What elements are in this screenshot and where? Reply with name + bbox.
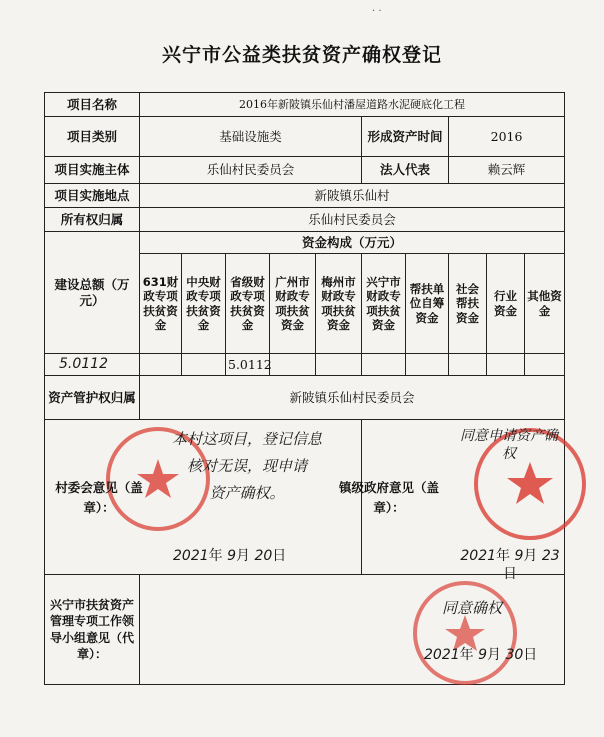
village-opinion-date: 2021年 9月 20日: [173, 548, 287, 564]
funding-value-central: [182, 354, 226, 376]
funding-values-row: [45, 354, 565, 376]
town-opinion-text: 同意申请资产确权: [460, 428, 559, 462]
funding-value-631: [140, 354, 182, 376]
leader-opinion-cell: [140, 575, 565, 685]
funding-column-631: 631财政专项扶贫资金: [140, 254, 182, 354]
funding-value-provincial: 5.0112: [226, 354, 270, 376]
village-opinion-cell: [45, 420, 362, 575]
funding-column-industry: 行业资金: [487, 254, 525, 354]
total-investment-label: 建设总额（万元）: [45, 232, 140, 354]
implementer-value: 乐仙村民委员会: [140, 157, 362, 184]
funding-column-support-unit: 帮扶单位自筹资金: [406, 254, 449, 354]
project-name-label: 项目名称: [45, 93, 140, 117]
location-label: 项目实施地点: [45, 184, 140, 208]
funding-column-provincial: 省级财政专项扶贫资金: [226, 254, 270, 354]
total-investment-value: 5.0112: [45, 354, 140, 376]
funding-value-social: [449, 354, 487, 376]
asset-year-value: 2016: [449, 117, 565, 157]
implementer-label: 项目实施主体: [45, 157, 140, 184]
funding-value-xingning: [362, 354, 406, 376]
leader-opinion-label: 兴宁市扶贫资产管理专项工作领导小组意见（代章）：: [45, 575, 140, 685]
ownership-value: 乐仙村民委员会: [140, 208, 565, 232]
leader-opinion-date: 2021年 9月 30日: [424, 647, 538, 663]
funding-value-meizhou: [316, 354, 362, 376]
funding-column-xingning: 兴宁市财政专项扶贫资金: [362, 254, 406, 354]
funding-column-central: 中央财政专项扶贫资金: [182, 254, 226, 354]
registration-table: [44, 92, 565, 685]
funding-value-industry: [487, 354, 525, 376]
town-opinion-cell: [338, 420, 565, 582]
project-name-value: 2016年新陂镇乐仙村潘屋道路水泥硬底化工程: [140, 93, 565, 117]
page-title: 兴宁市公益类扶贫资产确权登记: [161, 44, 442, 66]
town-opinion-date: 2021年 9月 23日: [460, 548, 560, 582]
funding-column-meizhou: 梅州市财政专项扶贫资金: [316, 254, 362, 354]
funding-column-other: 其他资金: [525, 254, 565, 354]
legal-rep-label: 法人代表: [362, 157, 449, 184]
funding-column-social: 社会帮扶资金: [449, 254, 487, 354]
location-value: 新陂镇乐仙村: [140, 184, 565, 208]
funding-header: 资金构成（万元）: [140, 232, 565, 254]
legal-rep-value: 赖云辉: [449, 157, 565, 184]
village-opinion-line: 核对无误，现申请: [186, 457, 307, 475]
funding-value-guangzhou: [270, 354, 316, 376]
town-opinion-label: 镇级政府意见（盖章）：: [338, 480, 439, 515]
project-category-label: 项目类别: [45, 117, 140, 157]
management-label: 资产管护权归属: [45, 376, 140, 420]
asset-year-label: 形成资产时间: [362, 117, 449, 157]
top-mark: · ·: [372, 6, 382, 17]
village-opinion-label: 村委会意见（盖章）：: [55, 480, 143, 515]
village-opinion-line: 本村这项目，登记信息: [171, 430, 322, 448]
village-opinion-line: 资产确权。: [209, 484, 285, 502]
funding-column-guangzhou: 广州市财政专项扶贫资金: [270, 254, 316, 354]
leader-seal: [410, 575, 520, 683]
project-category-value: 基础设施类: [140, 117, 362, 157]
management-value: 新陂镇乐仙村民委员会: [140, 376, 565, 420]
funding-value-support-unit: [406, 354, 449, 376]
ownership-label: 所有权归属: [45, 208, 140, 232]
village-opinion-text: [147, 426, 347, 507]
leader-opinion-text: 同意确权: [442, 599, 503, 617]
funding-value-other: [525, 354, 565, 376]
